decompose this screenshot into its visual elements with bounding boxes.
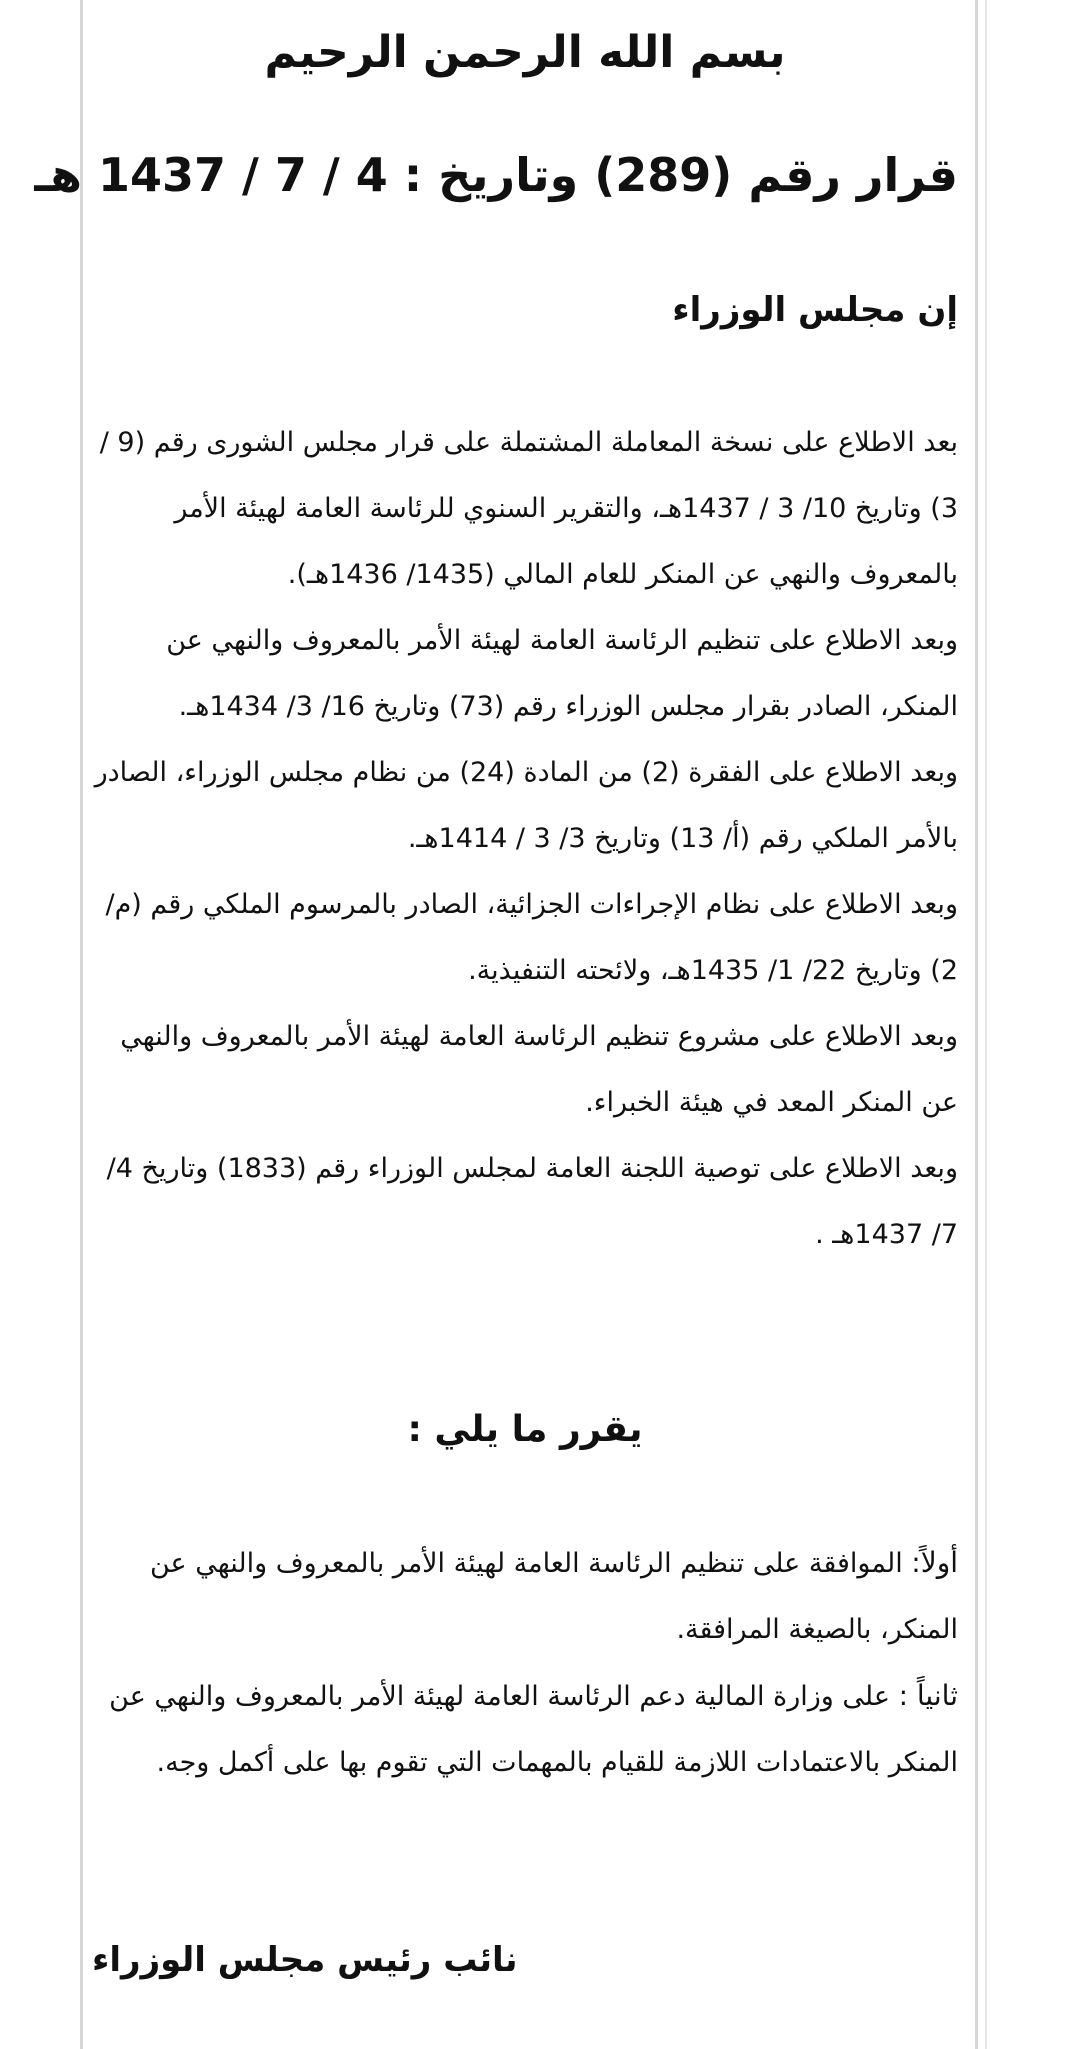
page-left-border (80, 0, 83, 2049)
article-text: الموافقة على تنظيم الرئاسة العامة لهيئة الأمر بالمعروف والنهي عن المنكر، بالصيغة المرافقة. (150, 1548, 958, 1645)
council-intro: إن مجلس الوزراء (672, 290, 958, 330)
decision-title: قرار رقم (289) وتاريخ : 4 / 7 / 1437 هـ (34, 148, 958, 202)
preamble-paragraph: وبعد الاطلاع على تنظيم الرئاسة العامة لهيئة الأمر بالمعروف والنهي عن المنكر، الصادر بقرار مجلس الوزراء رقم (73) وتاريخ 16/ 3/ 1434هـ. (166, 625, 958, 722)
page-right-outer-border (985, 0, 987, 2049)
articles-section (92, 1530, 958, 1796)
preamble-paragraph: وبعد الاطلاع على الفقرة (2) من المادة (24) من نظام مجلس الوزراء، الصادر بالأمر الملكي رقم (أ/ 13) وتاريخ 3/ 3 / 1414هـ. (94, 757, 958, 854)
basmala-heading: بسم الله الرحمن الرحيم (264, 27, 786, 78)
article-number: ثانياً : (898, 1679, 958, 1712)
signature-title: نائب رئيس مجلس الوزراء (92, 1940, 518, 1980)
preamble-paragraph: وبعد الاطلاع على نظام الإجراءات الجزائية، الصادر بالمرسوم الملكي رقم (م/ 2) وتاريخ 22/ 1/ 1435هـ، ولائحته التنفيذية. (105, 889, 958, 986)
preamble-section (92, 410, 958, 1268)
article-number: أولاً: (911, 1546, 958, 1579)
preamble-paragraph: وبعد الاطلاع على مشروع تنظيم الرئاسة العامة لهيئة الأمر بالمعروف والنهي عن المنكر المعد في هيئة الخبراء. (120, 1021, 958, 1118)
preamble-paragraph: وبعد الاطلاع على توصية اللجنة العامة لمجلس الوزراء رقم (1833) وتاريخ 4/ 7/ 1437هـ . (106, 1153, 958, 1250)
preamble-paragraph: بعد الاطلاع على نسخة المعاملة المشتملة على قرار مجلس الشورى رقم (9 / 3) وتاريخ 10/ 3 / 1437هـ، والتقرير السنوي للرئاسة العامة لهيئة الأمر بالمعروف والنهي عن المنكر للعام المالي (1435/ 1436هـ). (99, 427, 958, 590)
article-second (92, 1663, 958, 1796)
decides-heading: يقرر ما يلي : (407, 1409, 643, 1450)
page-right-border (975, 0, 978, 2049)
article-text: على وزارة المالية دعم الرئاسة العامة لهيئة الأمر بالمعروف والنهي عن المنكر بالاعتمادات اللازمة للقيام بالمهمات التي تقوم بها على أكمل وجه. (109, 1681, 958, 1778)
article-first (92, 1530, 958, 1663)
